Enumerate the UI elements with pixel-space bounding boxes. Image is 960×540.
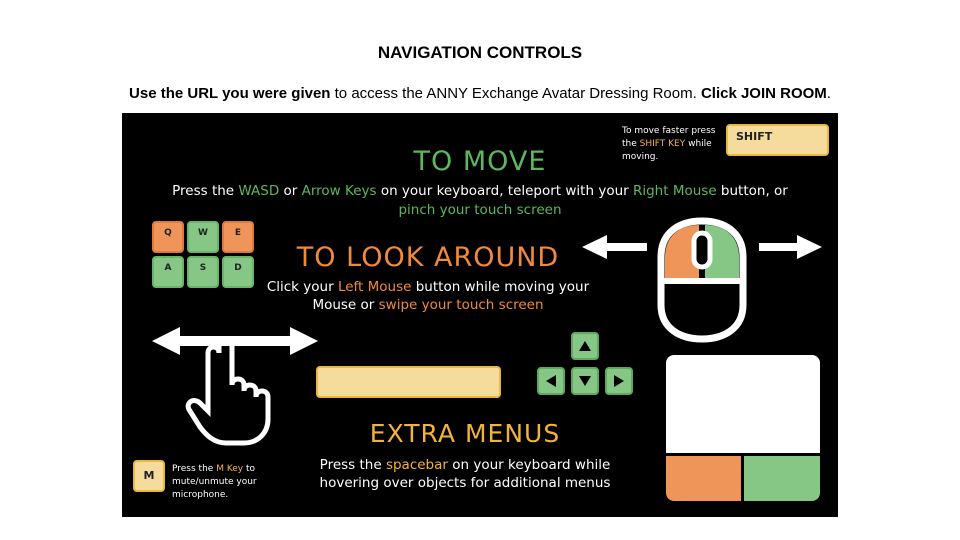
page-title: NAVIGATION CONTROLS: [377, 43, 583, 62]
arrow-up-key: [571, 332, 599, 360]
arrow-left-key: [537, 367, 565, 395]
menus-description-line1: Press the spacebar on your keyboard while: [319, 457, 611, 473]
spacebar-key: [316, 366, 501, 398]
shift-note-line2: the SHIFT KEY while: [622, 139, 712, 149]
instruction-text: to access the ANNY Exchange Avatar Dressing Room.: [330, 85, 701, 102]
shift-note-line1: To move faster press: [622, 126, 716, 136]
move-description-line2: pinch your touch screen: [398, 202, 562, 218]
trackpad-right-button: [744, 456, 820, 501]
m-key: M: [133, 460, 165, 492]
move-heading: TO MOVE: [413, 146, 547, 177]
instruction-bold-join: Click JOIN ROOM: [700, 85, 827, 102]
shift-key: SHIFT: [726, 124, 829, 156]
trackpad-icon: [666, 355, 820, 501]
key-d: D: [222, 256, 254, 288]
mute-note-line1: Press the M Key to: [172, 464, 256, 474]
key-s: S: [187, 256, 219, 288]
mute-note-line3: microphone.: [172, 490, 229, 500]
look-heading: TO LOOK AROUND: [296, 242, 560, 273]
key-q: Q: [152, 221, 184, 253]
mouse-icon: [577, 217, 827, 347]
key-w: W: [187, 221, 219, 253]
move-description-line1: Press the WASD or Arrow Keys on your keyboard, teleport with your Right Mouse button, or: [172, 183, 788, 199]
mute-note-line2: mute/unmute your: [172, 477, 257, 487]
key-e: E: [222, 221, 254, 253]
mute-note: [172, 463, 282, 502]
look-description-line1: Click your Left Mouse button while moving your: [266, 279, 590, 295]
arrow-down-key: [571, 367, 599, 395]
look-description-line2: Mouse or swipe your touch screen: [312, 297, 544, 313]
arrow-right-key: [605, 367, 633, 395]
menus-heading: EXTRA MENUS: [369, 419, 561, 448]
shift-note-line3: moving.: [622, 152, 659, 162]
menus-description-line2: hovering over objects for additional menus: [319, 475, 611, 491]
key-a: A: [152, 256, 184, 288]
instruction-end: .: [826, 85, 831, 102]
instruction-line: [0, 85, 960, 102]
instruction-bold-url: Use the URL you were given: [129, 85, 331, 102]
trackpad-surface: [666, 355, 820, 453]
controls-panel: [122, 113, 838, 517]
trackpad-left-button: [666, 456, 741, 501]
hand-pointer-icon: [150, 323, 320, 448]
arrow-keys-icon: [535, 332, 645, 402]
